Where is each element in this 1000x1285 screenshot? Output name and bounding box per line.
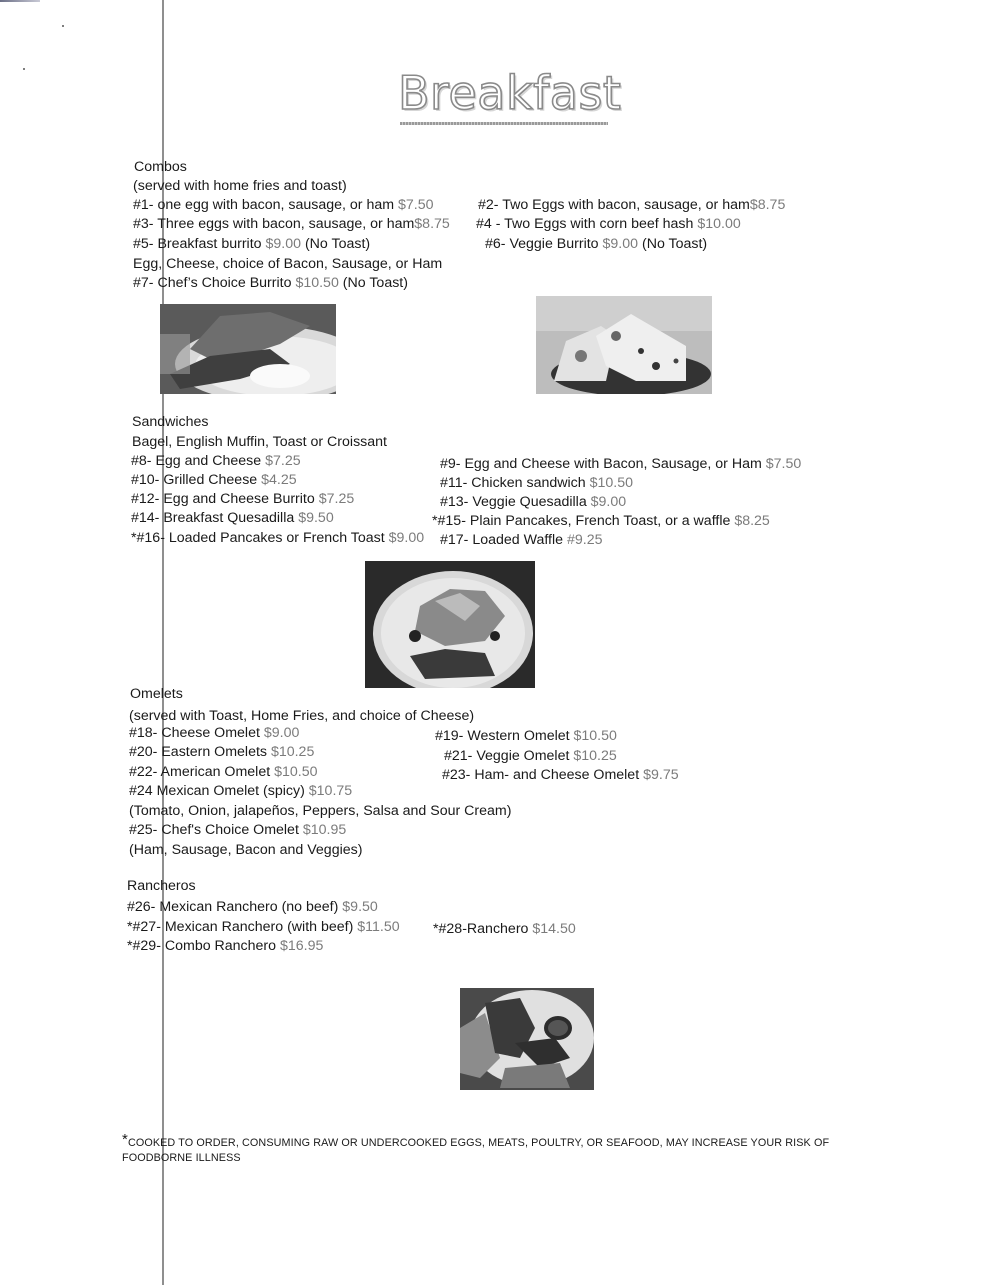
menu-item xyxy=(131,509,334,527)
item-price: $10.95 xyxy=(302,822,347,838)
item-price: $7.25 xyxy=(265,453,301,469)
combos-subheading: (served with home fries and toast) xyxy=(133,178,347,194)
title-underline xyxy=(400,122,608,125)
item-name: #13- Veggie Quesadilla xyxy=(440,494,591,510)
item-name: #20- Eastern Omelets xyxy=(129,744,271,760)
item-price: $16.95 xyxy=(280,938,324,954)
menu-item xyxy=(444,747,617,765)
item-name: #23- Ham- and Cheese Omelet xyxy=(442,767,644,783)
item-name: #14- Breakfast Quesadilla xyxy=(131,510,299,526)
item-price: $10.25 xyxy=(270,744,315,760)
item-name: #3- Three eggs with bacon, sausage, or ham xyxy=(133,216,415,232)
item-price: $9.75 xyxy=(643,767,679,783)
item-name: #7- Chef’s Choice Burrito xyxy=(133,275,296,291)
item-price: $9.00 xyxy=(263,725,300,741)
menu-item xyxy=(131,529,424,547)
disclaimer-line-2: FOODBORNE ILLNESS xyxy=(122,1152,241,1164)
item-price: $9.00 xyxy=(602,236,639,252)
menu-item xyxy=(129,724,299,742)
disclaimer-asterisk: * xyxy=(122,1131,128,1148)
item-name: #8- Egg and Cheese xyxy=(131,453,266,469)
menu-item xyxy=(133,196,434,214)
item-price: $7.50 xyxy=(398,197,434,213)
item-name: *#29- Combo Ranchero xyxy=(127,938,280,954)
item-name: #1- one egg with bacon, sausage, or ham xyxy=(133,197,399,213)
menu-item xyxy=(127,898,378,916)
scan-speck xyxy=(23,68,25,70)
item-name: #12- Egg and Cheese Burrito xyxy=(131,491,319,507)
menu-item xyxy=(133,215,450,233)
menu-item xyxy=(127,937,323,955)
item-price: $9.50 xyxy=(342,899,378,915)
item-name: #22- American Omelet xyxy=(129,764,275,780)
item-name: #6- Veggie Burrito xyxy=(485,236,603,252)
item-price: $10.75 xyxy=(308,783,353,799)
item-price: $4.25 xyxy=(261,472,297,488)
item-note: (No Toast) xyxy=(338,275,408,291)
item-name: #19- Western Omelet xyxy=(435,728,574,744)
item-price: $8.25 xyxy=(734,513,770,529)
menu-item xyxy=(433,920,576,938)
item-price: $14.50 xyxy=(532,921,576,937)
scan-edge-mark xyxy=(0,0,40,2)
menu-item xyxy=(442,766,679,784)
bacon-and-eggs-photo xyxy=(160,304,336,394)
item-name: *#16- Loaded Pancakes or French Toast xyxy=(131,530,389,546)
item-note: (No Toast) xyxy=(638,236,708,252)
menu-item-description: Egg, Cheese, choice of Bacon, Sausage, or Ham xyxy=(133,256,443,272)
menu-item xyxy=(127,918,400,936)
item-price: $10.00 xyxy=(697,216,741,232)
menu-item xyxy=(129,821,346,839)
item-price: $11.50 xyxy=(357,919,400,935)
item-name: #2- Two Eggs with bacon, sausage, or ham xyxy=(478,197,750,213)
disclaimer-line-1: COOKED TO ORDER, CONSUMING RAW OR UNDERCOOKED EGGS, MEATS, POULTRY, OR SEAFOOD, MAY INCREASE YOUR RISK OF xyxy=(127,1137,830,1149)
item-price: $8.75 xyxy=(749,197,786,213)
item-price: $8.75 xyxy=(414,216,450,232)
item-price: $9.00 xyxy=(590,494,627,510)
menu-item xyxy=(129,782,352,800)
menu-item xyxy=(485,235,707,253)
item-note: (No Toast) xyxy=(301,236,371,252)
item-price: $7.50 xyxy=(765,456,802,472)
menu-item xyxy=(432,512,770,530)
menu-item-description: (Tomato, Onion, jalapeños, Peppers, Salsa and Sour Cream) xyxy=(129,803,512,819)
item-name: #18- Cheese Omelet xyxy=(129,725,264,741)
sandwiches-subheading: Bagel, English Muffin, Toast or Croissant xyxy=(132,434,387,450)
item-name: *#27- Mexican Ranchero (with beef) xyxy=(127,919,358,935)
item-name: #10- Grilled Cheese xyxy=(131,472,262,488)
item-name: *#15- Plain Pancakes, French Toast, or a waffle xyxy=(432,513,735,529)
menu-item xyxy=(131,490,354,508)
allergy-disclaimer xyxy=(122,1132,829,1151)
item-price: $10.25 xyxy=(573,748,617,764)
menu-item xyxy=(440,493,626,511)
item-name: #11- Chicken sandwich xyxy=(440,475,590,491)
menu-item xyxy=(440,531,603,549)
item-name: #21- Veggie Omelet xyxy=(444,748,574,764)
menu-item xyxy=(478,196,785,214)
item-name: #25- Chef's Choice Omelet xyxy=(129,822,303,838)
item-name: #26- Mexican Ranchero (no beef) xyxy=(127,899,343,915)
menu-item xyxy=(131,452,301,470)
item-price: $9.50 xyxy=(298,510,334,526)
item-price: $9.00 xyxy=(265,236,301,252)
item-price: $9.00 xyxy=(388,530,425,546)
menu-item xyxy=(133,235,370,253)
menu-item xyxy=(435,727,617,745)
omelets-subheading: (served with Toast, Home Fries, and choice of Cheese) xyxy=(129,708,475,724)
item-name: #24 Mexican Omelet (spicy) xyxy=(129,783,309,799)
ranchero-photo xyxy=(460,988,594,1090)
item-price: #9.25 xyxy=(567,532,603,548)
item-name: #4 - Two Eggs with corn beef hash xyxy=(476,216,698,232)
item-price: $7.25 xyxy=(318,491,355,507)
menu-item xyxy=(129,743,314,761)
page-title: Breakfast xyxy=(398,66,622,120)
item-price: $10.50 xyxy=(573,728,617,744)
scan-speck xyxy=(62,25,64,27)
menu-item xyxy=(476,215,741,233)
item-name: #17- Loaded Waffle xyxy=(440,532,567,548)
menu-item xyxy=(131,471,297,489)
item-price: $10.50 xyxy=(589,475,633,491)
item-price: $10.50 xyxy=(274,764,318,780)
section-heading-omelets: Omelets xyxy=(130,686,183,702)
section-heading-sandwiches: Sandwiches xyxy=(132,414,209,430)
pancakes-photo xyxy=(365,561,535,688)
burrito-photo xyxy=(536,296,712,394)
section-heading-combos: Combos xyxy=(134,159,187,175)
menu-item xyxy=(133,274,408,292)
item-price: $10.50 xyxy=(295,275,339,291)
menu-item-description: (Ham, Sausage, Bacon and Veggies) xyxy=(129,842,363,858)
menu-item xyxy=(440,474,633,492)
section-heading-rancheros: Rancheros xyxy=(127,878,196,894)
item-name: #9- Egg and Cheese with Bacon, Sausage, or Ham xyxy=(440,456,766,472)
item-name: #5- Breakfast burrito xyxy=(133,236,266,252)
menu-item xyxy=(129,763,318,781)
item-name: *#28-Ranchero xyxy=(433,921,533,937)
menu-item xyxy=(440,455,801,473)
